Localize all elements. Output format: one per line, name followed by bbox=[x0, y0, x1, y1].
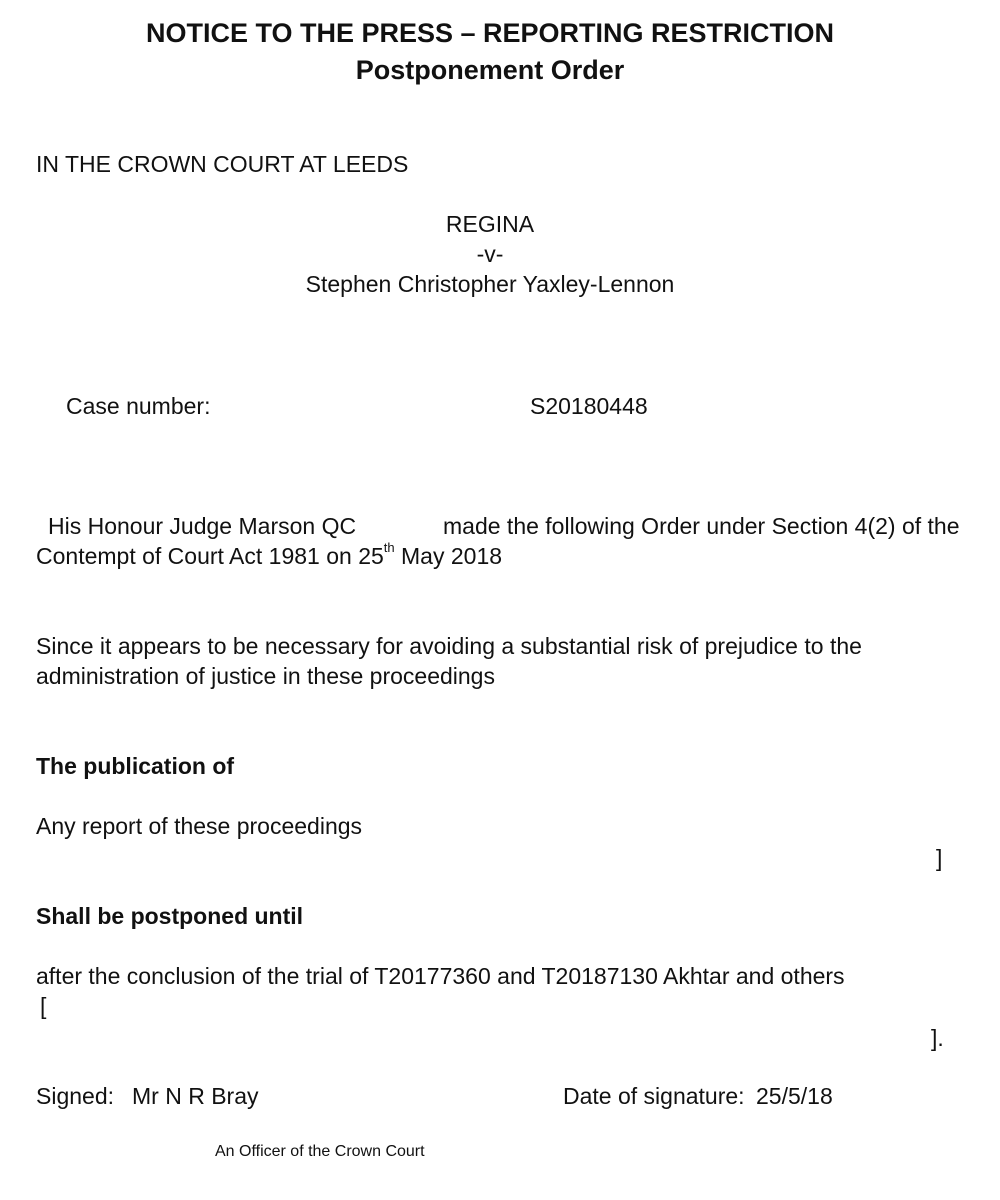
reason-line-2: administration of justice in these proceedings bbox=[36, 663, 495, 689]
order-text-line-2-end: May 2018 bbox=[394, 543, 503, 569]
court-name: IN THE CROWN COURT AT LEEDS bbox=[36, 151, 409, 177]
postponed-open-bracket: [ bbox=[40, 993, 47, 1019]
order-text-line-2 bbox=[36, 540, 503, 570]
officer-caption: An Officer of the Crown Court bbox=[215, 1143, 425, 1160]
ordinal-suffix: th bbox=[383, 540, 395, 555]
judge-name: His Honour Judge Marson QC bbox=[48, 513, 357, 539]
publication-close-bracket: ] bbox=[936, 845, 943, 871]
versus-marker: -v- bbox=[476, 241, 504, 267]
publication-heading: The publication of bbox=[36, 753, 235, 779]
date-of-signature-label: Date of signature: bbox=[563, 1083, 745, 1109]
date-of-signature-value: 25/5/18 bbox=[756, 1083, 833, 1109]
order-text-line-2-start: Contempt of Court Act 1981 on 25 bbox=[36, 543, 384, 569]
signed-label: Signed: bbox=[36, 1083, 115, 1109]
case-number-value: S20180448 bbox=[530, 393, 648, 419]
order-subtitle: Postponement Order bbox=[355, 55, 625, 85]
prosecution-party: REGINA bbox=[445, 211, 535, 237]
order-text-line-1: made the following Order under Section 4(2) of the bbox=[443, 513, 960, 539]
signed-name: Mr N R Bray bbox=[132, 1083, 259, 1109]
notice-title: NOTICE TO THE PRESS – REPORTING RESTRICTION bbox=[145, 18, 835, 48]
reason-line-1: Since it appears to be necessary for avoiding a substantial risk of prejudice to the bbox=[36, 633, 862, 659]
postponed-close-bracket: ]. bbox=[931, 1025, 944, 1051]
case-number-label: Case number: bbox=[66, 393, 211, 419]
postponed-text: after the conclusion of the trial of T20177360 and T20187130 Akhtar and others bbox=[36, 963, 845, 989]
postponed-heading: Shall be postponed until bbox=[36, 903, 304, 929]
publication-text: Any report of these proceedings bbox=[36, 813, 363, 839]
defendant-name: Stephen Christopher Yaxley-Lennon bbox=[305, 271, 675, 297]
